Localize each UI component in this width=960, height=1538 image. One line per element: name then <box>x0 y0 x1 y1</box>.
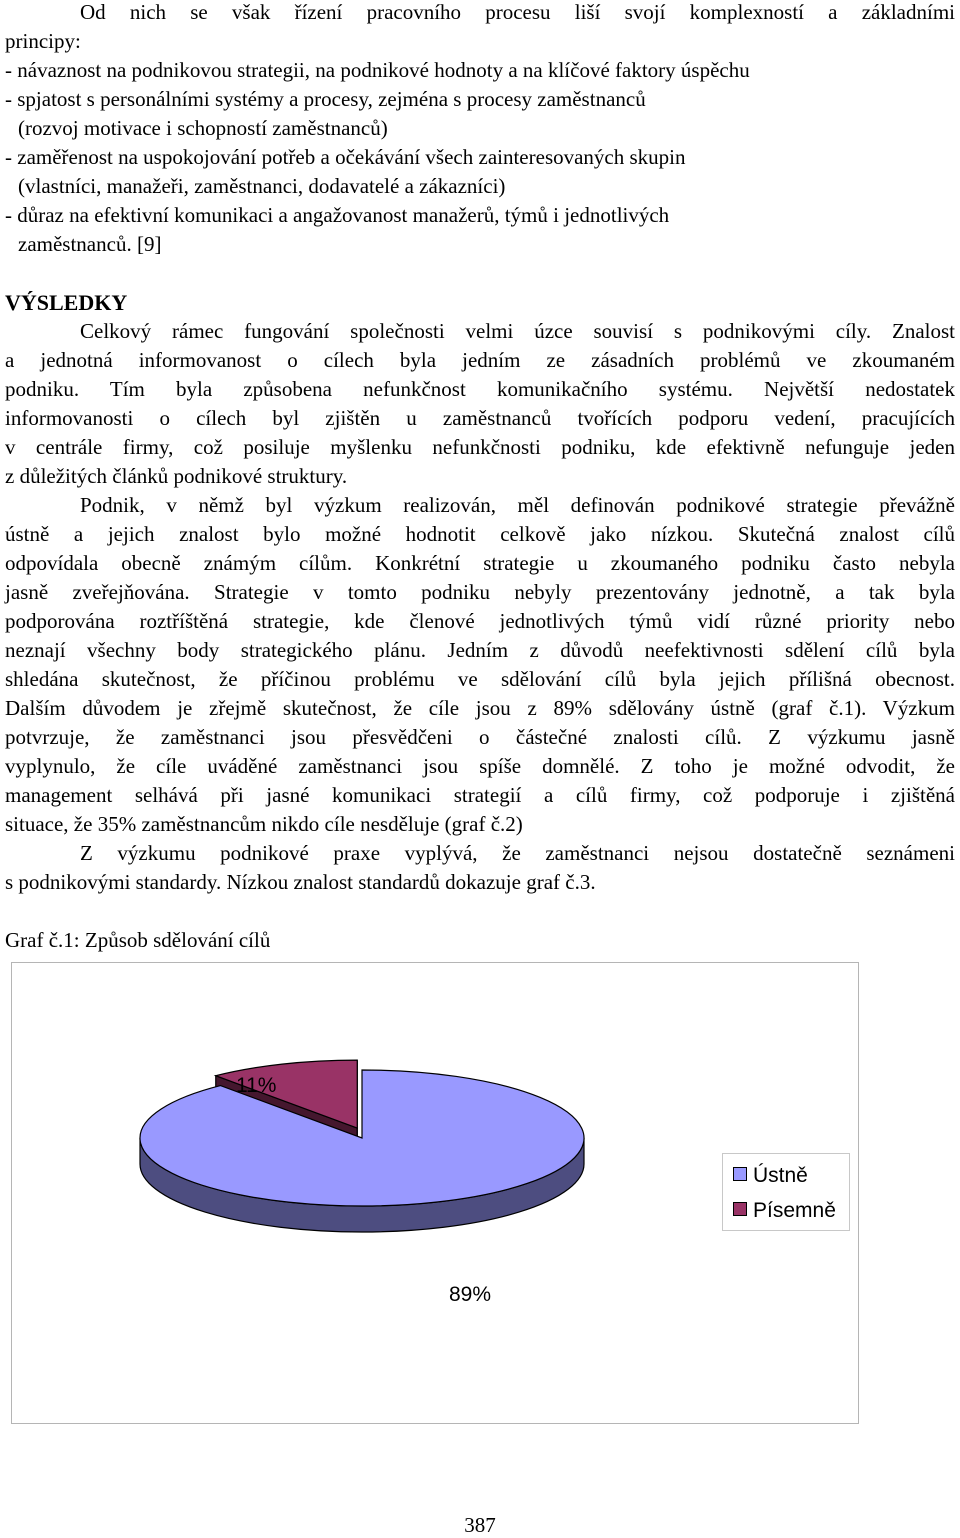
p2-line: Podnik, v němž byl výzkum realizován, měl definován podnikové strategie převážně <box>80 493 955 517</box>
pie-slice-ústně <box>140 1070 584 1206</box>
p2-line: jasně zveřejňována. Strategie v tomto podniku nebyly prezentovány jednotně, a tak byla <box>5 580 955 604</box>
bullet-communication: - důraz na efektivní komunikaci a angažovanost manažerů, týmů i jednotlivých <box>5 203 670 227</box>
p2-line: potvrzuje, že zaměstnanci jsou přesvědčeni o částečné znalosti cílů. Z výzkumu jasně <box>5 725 955 749</box>
p2-line: vyplynulo, že cíle uváděné zaměstnanci jsou spíše domnělé. Z toho je možné odvodit, že <box>5 754 955 778</box>
p3-line: s podnikovými standardy. Nízkou znalost standardů dokazuje graf č.3. <box>5 870 596 894</box>
p2-line: Dalším důvodem je zřejmě skutečnost, že cíle jsou z 89% sdělovány ústně (graf č.1). Výzkum <box>5 696 955 720</box>
p1-line: informovanosti o cílech byl zjištěn u zaměstnanců tvořících podporu vedení, pracujících <box>5 406 955 430</box>
p1-line: Celkový rámec fungování společnosti velmi úzce souvisí s podnikovými cíly. Znalost <box>80 319 955 343</box>
p3-line: Z výzkumu podnikové praxe vyplývá, že zaměstnanci nejsou dostatečně seznámeni <box>80 841 955 865</box>
p2-line: management selhává při jasné komunikaci strategií a cílů firmy, což podporuje i zjištěná <box>5 783 955 807</box>
intro-line-2: principy: <box>5 29 81 53</box>
legend-swatch-ustne <box>733 1167 747 1181</box>
legend-swatch-pisemne <box>733 1202 747 1216</box>
p1-line: v centrále firmy, což posiluje myšlenku nefunkčnosti podniku, kde efektivně nefunguje jeden <box>5 435 955 459</box>
legend-item-pisemne <box>733 1199 836 1223</box>
bullet-strategy: - návaznost na podnikovou strategii, na podnikové hodnoty a na klíčové faktory úspěchu <box>5 58 750 82</box>
chart-caption: Graf č.1: Způsob sdělování cílů <box>5 928 271 952</box>
p1-line: a jednotná informovanost o cílech byla jedním ze zásadních problémů ve zkoumaném <box>5 348 955 372</box>
p2-line: odpovídala obecně známým cílům. Konkrétní strategie u zkoumaného podniku často nebyla <box>5 551 955 575</box>
results-heading: VÝSLEDKY <box>5 290 128 315</box>
legend-label-ustne: Ústně <box>753 1164 808 1187</box>
p2-line: neznají všechny body strategického plánu. Jedním z důvodů neefektivnosti sdělení cílů byla <box>5 638 955 662</box>
bullet-communication-cont: zaměstnanců. [9] <box>18 232 162 256</box>
p2-line: situace, že 35% zaměstnancům nikdo cíle nesděluje (graf č.2) <box>5 812 523 836</box>
p1-line: podniku. Tím byla způsobena nefunkčnost komunikačního systému. Největší nedostatek <box>5 377 955 401</box>
legend-item-ustne <box>733 1164 808 1188</box>
page-number: 387 <box>464 1513 496 1537</box>
p1-line: z důležitých článků podnikové struktury. <box>5 464 348 488</box>
data-label-pisemne: 11% <box>236 1074 277 1097</box>
bullet-needs: - zaměřenost na uspokojování potřeb a očekávání všech zainteresovaných skupin <box>5 145 686 169</box>
p2-line: shledána skutečnost, že příčinou problému ve sdělování cílů byla jejich přílišná obecnost. <box>5 667 955 691</box>
p2-line: ústně a jejich znalost bylo možné hodnotit celkově jako nízkou. Skutečná znalost cílů <box>5 522 955 546</box>
p2-line: podporována roztříštěná strategie, kde členové jednotlivých týmů vidí různé priority nebo <box>5 609 955 633</box>
bullet-personnel-cont: (rozvoj motivace i schopností zaměstnanců) <box>18 116 388 140</box>
chart-legend <box>722 1153 850 1231</box>
data-label-ustne: 89% <box>449 1283 492 1306</box>
legend-label-pisemne: Písemně <box>753 1199 836 1222</box>
bullet-needs-cont: (vlastníci, manažeři, zaměstnanci, dodavatelé a zákazníci) <box>18 174 506 198</box>
intro-line-1: Od nich se však řízení pracovního procesu liší svojí komplexností a základními <box>80 0 955 24</box>
bullet-personnel: - spjatost s personálními systémy a procesy, zejména s procesy zaměstnanců <box>5 87 646 111</box>
